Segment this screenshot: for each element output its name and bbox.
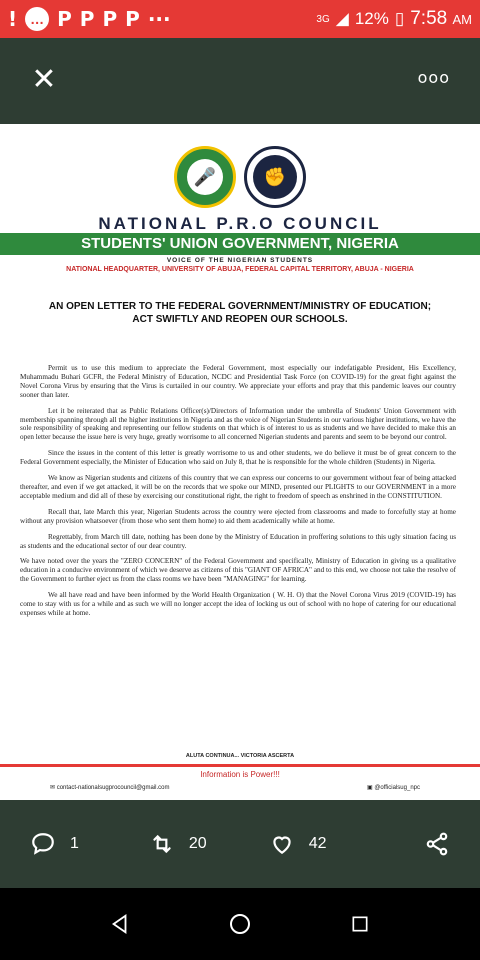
heading-line-1: AN OPEN LETTER TO THE FEDERAL GOVERNMENT/MINISTRY OF EDUCATION; [48,301,432,312]
system-nav-bar [0,888,480,960]
battery-percent: 12% [354,9,389,28]
close-icon[interactable]: ✕ [31,62,57,97]
reply-button[interactable] [30,831,79,857]
comment-count: 1 [70,835,79,852]
share-button[interactable] [424,831,450,857]
action-bar [0,800,480,888]
retweet-button[interactable] [149,831,207,857]
paragraph: Recall that, late March this year, Nigerian Students across the country were ejected from classrooms and made to forcefully stay at home without any provision whatsoever (from those who sent them home) to aid them academically while at home. [20,507,456,525]
p-app-icon: P [125,7,140,31]
paragraph: Regrettably, from March till date, nothing has been done by the Ministry of Education in proffering solutions to this ugly situation facing us as students and the educational sector of our dear country. [20,532,456,550]
p-app-icon: P [102,7,118,31]
fist-icon: ✊ [253,155,297,199]
voice-tagline: VOICE OF THE NIGERIAN STUDENTS [166,257,314,264]
sign-off: ALUTA CONTINUA... VICTORIA ASCERTA [185,753,295,759]
contact-handle-text: @officialsug_npc [374,785,420,791]
retweet-count: 20 [188,835,207,852]
share-icon [424,831,450,857]
viewer-top-bar [0,38,480,124]
status-bar [0,0,480,38]
email-icon: ✉ [50,785,56,791]
headquarter-address: NATIONAL HEADQUARTER, UNIVERSITY OF ABUJA, FEDERAL CAPITAL TERRITORY, ABUJA - NIGERIA [66,266,414,273]
clock: 7:58 AM [410,8,472,29]
comment-icon [30,831,56,857]
letter-body [20,364,456,625]
contact-email [50,784,170,791]
social-icon: ▣ [366,785,373,791]
alert-icon: ! [8,7,18,31]
p-app-icon: P [79,7,95,31]
back-icon[interactable] [108,912,132,936]
contact-email-text: contact-nationalsugprocouncil@gmail.com [56,785,170,791]
paragraph: Permit us to use this medium to appreciate the Federal Government, most especially our indefatigable President, His Excellency, Muhammadu Buhari GCFR, the Federal Ministry of Education, NCDC and Presidential Task Force (on COVID-19) for the great fight against the Novel Corona Virus by ensuring that the Virus is curtailed in our country. We appreciate your efforts and pray that this pandemic leaves our country sooner than later. [20,364,456,399]
paragraph: We all have read and have been informed by the World Health Organization ( W. H. O) that the Novel Corona Virus 2019 (COVID-19) has come to stay with us for a while and as such we will no longer accept the idea of locking us out of school with no hope of catering for our educational expenses while at home. [20,591,456,617]
paragraph: We know as Nigerian students and citizens of this country that we can express our concerns to our government without fear of being attacked thereafter, and even if we get attacked, it will be on the records that we spoke our MIND, presented our PLIGHTS to our GOVERNMENT in a more acceptable medium and did all of these by exercising our constitutional right, the right to freedom of speech as enshrined in the CONSTITUTION. [20,474,456,500]
microphone-icon: 🎤 [187,159,223,195]
paragraph: Since the issues in the content of this letter is greatly worrisome to us and other students, we do believe it must be of great concern to the Federal Government especially, the Minister of Education who said on July 8, that he is responsible for the whole children (Students) in Nigeria. [20,449,456,467]
like-count: 42 [308,835,327,852]
like-button[interactable] [269,831,327,857]
p-app-icon: P [57,7,72,31]
heading-line-2: ACT SWIFTLY AND REOPEN OUR SCHOOLS. [132,314,348,325]
org-title: NATIONAL P.R.O COUNCIL [98,214,382,233]
divider [0,764,480,767]
aluta-logo [244,146,306,208]
battery-icon: ▯ [394,9,405,28]
sug-logo [174,146,236,208]
retweet-icon [149,831,175,857]
paragraph: We have noted over the years the "ZERO CONCERN" of the Federal Government and specifically, Ministry of Education in giving us a qualitative education in a conducive environment of which we deserve as citizens of this "GIANT OF AFRICA" and to this end, we choose not take the resolve of the Government to further eject us from the class rooms we have been "MANAGING" for learning. [20,557,456,584]
chat-icon: … [25,7,49,31]
letter-heading [20,300,460,326]
logos [0,146,480,208]
document-image [0,124,480,800]
home-icon[interactable] [228,912,252,936]
signal-icon: ◢ [335,9,349,28]
paragraph: Let it be reiterated that as Public Relations Officer(s)/Directors of Information under the umbrella of Students' Union Government with membership spanning through all the higher institutions in Nigeria and as the voice of Nigerian Students in our various higher institutions, we have the sole responsibility of speaking and representing our fellow students on that which is of interest to us as students and we have decided to make this an open letter because the issue here is very huge, greatly worrisome to all concerned Nigerian students and parents and seem to be beyond our control. [20,406,456,442]
heart-icon [269,831,295,857]
subtitle-banner: STUDENTS' UNION GOVERNMENT, NIGERIA [0,233,480,255]
more-icon[interactable]: ooo [417,68,450,87]
contact-handle [367,784,420,791]
footer-tagline: Information is Power!!! [200,770,280,779]
network-type: 3G [316,13,330,25]
more-notifications-icon: ··· [147,7,171,31]
recents-icon[interactable] [348,912,372,936]
